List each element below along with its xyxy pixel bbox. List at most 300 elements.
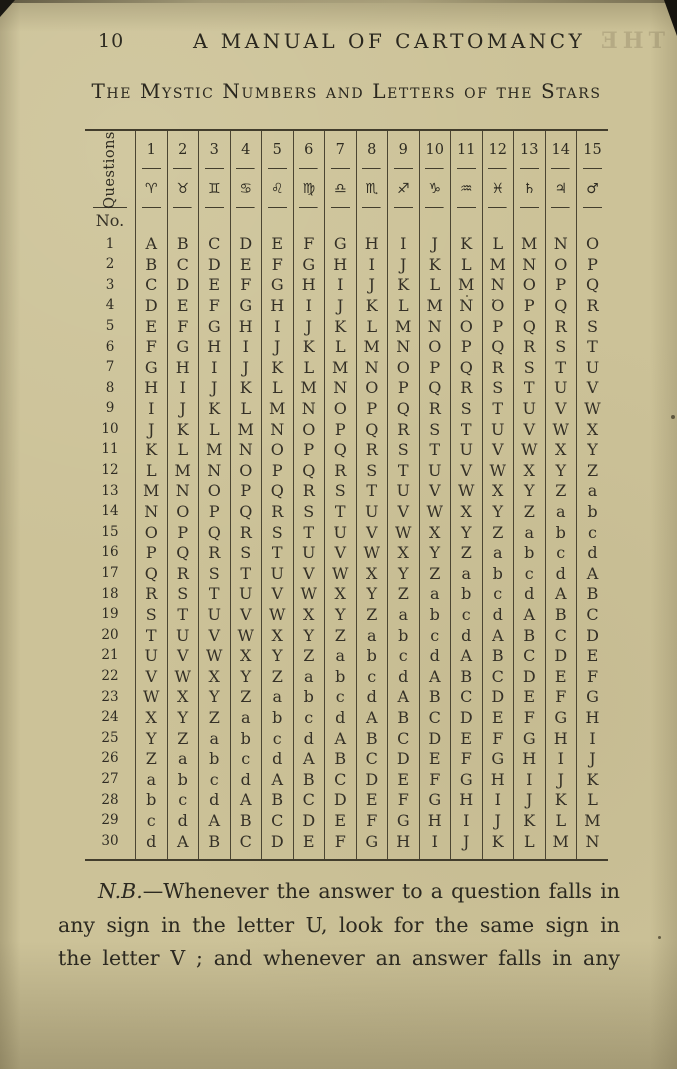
letter-cell: X [419,522,451,543]
letter-cell: J [262,337,294,358]
table-row [85,564,608,585]
letter-cell: d [136,831,168,860]
letter-cell: B [325,749,357,770]
letter-cell: B [586,584,599,604]
letter-cell: b [514,543,546,564]
letter-cell: U [451,440,483,461]
letter-cell: N [230,440,262,461]
empty-cell [419,208,451,234]
letter-cell: I [356,255,388,276]
letter-cell: E [230,255,262,276]
letter-cell: W [230,625,262,646]
letter-cell: C [325,769,357,790]
letter-cell: X [199,666,231,687]
letter-cell: V [388,502,420,523]
footnote-nb-label: N.B. [98,879,143,903]
letter-cell: a [262,687,294,708]
letter-cell: D [293,811,325,832]
letter-cell: a [419,584,451,605]
table-row [85,522,608,543]
letter-cell: c [230,749,262,770]
letter-cell: V [419,481,451,502]
table-row [85,708,608,729]
letter-cell: Q [388,399,420,420]
letter-cell: d [293,728,325,749]
letter-cell: U [136,646,168,667]
letter-cell: R [451,378,483,399]
letter-cell: Y [451,522,483,543]
letter-cell: T [451,419,483,440]
sagittarius-icon: ♐ [388,169,420,208]
letter-cell: A [545,584,577,605]
letter-cell: A [586,563,599,583]
letter-cell: V [545,399,577,420]
column-number: 5 [262,130,294,169]
letter-cell: A [514,605,546,626]
letter-cell: W [136,687,168,708]
scan-corner-mark-top-right [664,0,677,36]
letter-cell: F [293,234,325,255]
virgo-icon: ♍ [293,169,325,208]
question-number: 30 [85,831,136,860]
letter-cell: I [293,296,325,317]
letter-cell: Q [482,337,514,358]
letter-cell: X [325,584,357,605]
letter-cell: Q [262,481,294,502]
letter-cell: R [325,461,357,482]
letter-cell: S [587,316,598,336]
letter-cell: R [545,316,577,337]
letter-cell: H [230,316,262,337]
pisces-icon: ♓ [482,169,514,208]
letter-cell: U [514,399,546,420]
letter-cell: X [451,502,483,523]
column-number: 9 [388,130,420,169]
ink-speck [658,936,661,939]
letter-cell: F [325,831,357,860]
letter-cell: D [167,275,199,296]
letter-cell: D [545,646,577,667]
letter-cell: G [586,687,599,707]
letter-cell: I [136,399,168,420]
question-number: 22 [85,666,136,687]
letter-cell: M [230,419,262,440]
letter-cell: S [545,337,577,358]
letter-cell: D [419,728,451,749]
question-number: 2 [85,255,136,276]
letter-cell: E [167,296,199,317]
table-row [85,358,608,379]
letter-cell: D [451,708,483,729]
question-number: 28 [85,790,136,811]
letter-cell: N [451,296,483,317]
letter-cell: I [589,728,596,748]
letter-cell: U [585,357,600,377]
question-number: 7 [85,358,136,379]
letter-cell: c [588,522,597,542]
letter-cell: I [199,358,231,379]
letter-cell: S [293,502,325,523]
letter-cell: Q [293,461,325,482]
letter-cell: V [262,584,294,605]
letter-cell: U [419,461,451,482]
letter-cell: D [325,790,357,811]
table-row [85,378,608,399]
table-row [85,811,608,832]
letter-cell: N [136,502,168,523]
letter-cell: P [545,275,577,296]
letter-cell: a [325,646,357,667]
letter-cell: d [167,811,199,832]
question-number: 10 [85,419,136,440]
letter-cell: L [167,440,199,461]
letter-cell: O [293,419,325,440]
letter-cell: K [419,255,451,276]
letter-cell: T [388,461,420,482]
letter-cell: M [293,378,325,399]
letter-cell: Z [451,543,483,564]
letter-cell: O [585,234,600,254]
letter-cell: F [419,769,451,790]
letter-cell: R [586,296,599,316]
question-number: 5 [85,316,136,337]
letter-cell: P [325,419,357,440]
letter-cell: F [356,811,388,832]
letter-cell: c [293,708,325,729]
question-number: 3 [85,275,136,296]
letter-cell: M [545,831,577,860]
letter-cell: S [514,358,546,379]
letter-cell: Q [419,378,451,399]
table-row [85,255,608,276]
empty-cell [482,208,514,234]
letter-cell: J [419,234,451,255]
scan-corner-mark-top-left [0,0,15,17]
letter-cell: A [293,749,325,770]
table-row [85,831,608,860]
letter-cell: P [451,337,483,358]
letter-cell: c [325,687,357,708]
letter-cell: K [325,316,357,337]
letter-cell: b [325,666,357,687]
letter-cell: T [587,337,598,357]
letter-cell: S [230,543,262,564]
letter-cell: c [388,646,420,667]
letter-cell: D [482,687,514,708]
letter-cell: O [514,275,546,296]
letter-cell: F [230,275,262,296]
table-row [85,666,608,687]
column-number: 3 [199,130,231,169]
letter-cell: H [199,337,231,358]
letter-cell: a [356,625,388,646]
question-number: 16 [85,543,136,564]
table-row [85,605,608,626]
letter-cell: H [293,275,325,296]
question-number: 23 [85,687,136,708]
letter-cell: W [451,481,483,502]
letter-cell: E [545,666,577,687]
letter-cell: R [199,543,231,564]
letter-cell: W [388,522,420,543]
letter-cell: I [451,811,483,832]
letter-cell: M [419,296,451,317]
mystic-letters-table [85,129,608,861]
letter-cell: B [199,831,231,860]
letter-cell: K [388,275,420,296]
letter-cell: N [356,358,388,379]
column-number: 7 [325,130,357,169]
letter-cell: X [262,625,294,646]
letter-cell: M [356,337,388,358]
table-row [85,275,608,296]
letter-cell: Q [356,419,388,440]
question-number: 25 [85,728,136,749]
letter-cell: C [293,790,325,811]
letter-cell: d [514,584,546,605]
libra-icon: ♎ [325,169,357,208]
letter-cell: V [586,378,599,398]
letter-cell: a [545,502,577,523]
header-row-numbers [85,130,608,169]
letter-cell: C [451,687,483,708]
letter-cell: M [167,461,199,482]
letter-cell: F [451,749,483,770]
table-row [85,728,608,749]
letter-cell: Z [136,749,168,770]
letter-cell: E [262,234,294,255]
footnote-line: any sign in the letter U, look for the same sign in [58,912,620,937]
letter-cell: I [482,790,514,811]
questions-label: Questions [101,130,118,209]
table-row [85,481,608,502]
letter-cell: L [356,316,388,337]
letter-cell: W [293,584,325,605]
letter-cell: J [589,749,596,769]
letter-cell: b [136,790,168,811]
letter-cell: C [388,728,420,749]
question-number: 6 [85,337,136,358]
letter-cell: T [136,625,168,646]
letter-cell: Y [388,564,420,585]
scorpio-icon: ♏ [356,169,388,208]
letter-cell: N [545,234,577,255]
question-number: 29 [85,811,136,832]
letter-cell: H [514,749,546,770]
letter-cell: Q [230,502,262,523]
letter-cell: V [356,522,388,543]
letter-cell: H [585,707,600,727]
saturn-icon: ♄ [514,169,546,208]
letter-cell: Y [230,666,262,687]
letter-cell: T [545,358,577,379]
letter-cell: M [451,275,483,296]
letter-cell: U [199,605,231,626]
letter-cell: Y [356,584,388,605]
letter-cell: c [262,728,294,749]
letter-cell: L [419,275,451,296]
letter-cell: M [482,255,514,276]
letter-cell: F [545,687,577,708]
letter-cell: O [419,337,451,358]
aquarius-icon: ♒ [451,169,483,208]
letter-cell: T [325,502,357,523]
letter-cell: L [325,337,357,358]
letter-cell: G [388,811,420,832]
letter-cell: d [356,687,388,708]
letter-cell: H [262,296,294,317]
letter-cell: J [482,811,514,832]
letter-cell: P [419,358,451,379]
footnote-line [58,879,620,913]
letter-cell: P [199,502,231,523]
letter-cell: b [293,687,325,708]
table-row [85,399,608,420]
letter-cell: G [230,296,262,317]
letter-cell: U [325,522,357,543]
letter-cell: E [482,708,514,729]
letter-cell: A [262,769,294,790]
question-number: 9 [85,399,136,420]
letter-cell: N [199,461,231,482]
letter-cell: H [388,831,420,860]
letter-cell: a [388,605,420,626]
jupiter-icon: ♃ [545,169,577,208]
letter-cell: E [388,769,420,790]
letter-cell: B [230,811,262,832]
letter-cell: J [356,275,388,296]
aries-icon: ♈ [136,169,168,208]
letter-cell: P [230,481,262,502]
letter-cell: K [482,831,514,860]
letter-cell: Y [167,708,199,729]
letter-cell: A [356,708,388,729]
letter-cell: X [136,708,168,729]
letter-cell: N [388,337,420,358]
letter-cell: N [585,831,600,851]
column-number: 11 [451,130,483,169]
letter-cell: J [199,378,231,399]
letter-cell: O [482,296,514,317]
letter-cell: d [230,769,262,790]
letter-cell: b [482,564,514,585]
letter-cell: a [167,749,199,770]
letter-cell: L [451,255,483,276]
letter-cell: M [325,358,357,379]
letter-cell: V [325,543,357,564]
letter-cell: d [451,625,483,646]
letter-cell: D [199,255,231,276]
letter-cell: Q [451,358,483,379]
letter-cell: L [199,419,231,440]
letter-cell: J [451,831,483,860]
letter-cell: O [356,378,388,399]
letter-cell: X [482,481,514,502]
letter-cell: T [167,605,199,626]
question-number: 20 [85,625,136,646]
letter-cell: O [167,502,199,523]
letter-cell: H [451,790,483,811]
letter-cell: S [262,522,294,543]
column-number: 8 [356,130,388,169]
letter-cell: S [136,605,168,626]
letter-cell: Y [199,687,231,708]
letter-cell: T [293,522,325,543]
letter-cell: Q [325,440,357,461]
letter-cell: B [514,625,546,646]
empty-cell [388,208,420,234]
question-number: 26 [85,749,136,770]
letter-cell: Z [586,460,599,480]
letter-cell: Z [293,646,325,667]
letter-cell: K [199,399,231,420]
letter-cell: b [388,625,420,646]
letter-cell: W [482,461,514,482]
letter-cell: G [451,769,483,790]
capricorn-icon: ♑ [419,169,451,208]
letter-cell: B [356,728,388,749]
letter-cell: V [514,419,546,440]
letter-cell: F [199,296,231,317]
letter-cell: Z [167,728,199,749]
letter-cell: W [419,502,451,523]
no-column-label: No. [85,208,136,234]
table-row [85,687,608,708]
letter-cell: C [230,831,262,860]
letter-cell: Z [419,564,451,585]
letter-cell: c [419,625,451,646]
letter-cell: O [325,399,357,420]
table-row [85,337,608,358]
letter-cell: A [199,811,231,832]
letter-cell: S [325,481,357,502]
letter-cell: b [199,749,231,770]
letter-cell: C [167,255,199,276]
letter-cell: Q [136,564,168,585]
letter-cell: K [262,358,294,379]
letter-cell: U [356,502,388,523]
letter-cell: K [586,769,599,789]
letter-cell: E [356,790,388,811]
letter-cell: T [514,378,546,399]
letter-cell: M [584,810,601,830]
letter-cell: P [167,522,199,543]
letter-cell: P [356,399,388,420]
letter-cell: L [482,234,514,255]
letter-cell: S [167,584,199,605]
letter-cell: N [293,399,325,420]
letter-cell: c [514,564,546,585]
empty-cell [356,208,388,234]
scan-edge-shadow [0,0,677,3]
letter-cell: A [167,831,199,860]
letter-cell: Y [325,605,357,626]
letter-cell: b [419,605,451,626]
column-number: 4 [230,130,262,169]
running-title: A MANUAL OF CARTOMANCY [193,29,586,53]
question-number: 1 [85,234,136,255]
letter-cell: F [586,666,599,686]
no-label-row [85,208,608,234]
letter-cell: K [136,440,168,461]
letter-cell: J [293,316,325,337]
letter-cell: A [325,728,357,749]
letter-cell: Z [545,481,577,502]
letter-cell: E [514,687,546,708]
letter-cell: B [419,687,451,708]
letter-cell: a [482,543,514,564]
letter-cell: Y [262,646,294,667]
